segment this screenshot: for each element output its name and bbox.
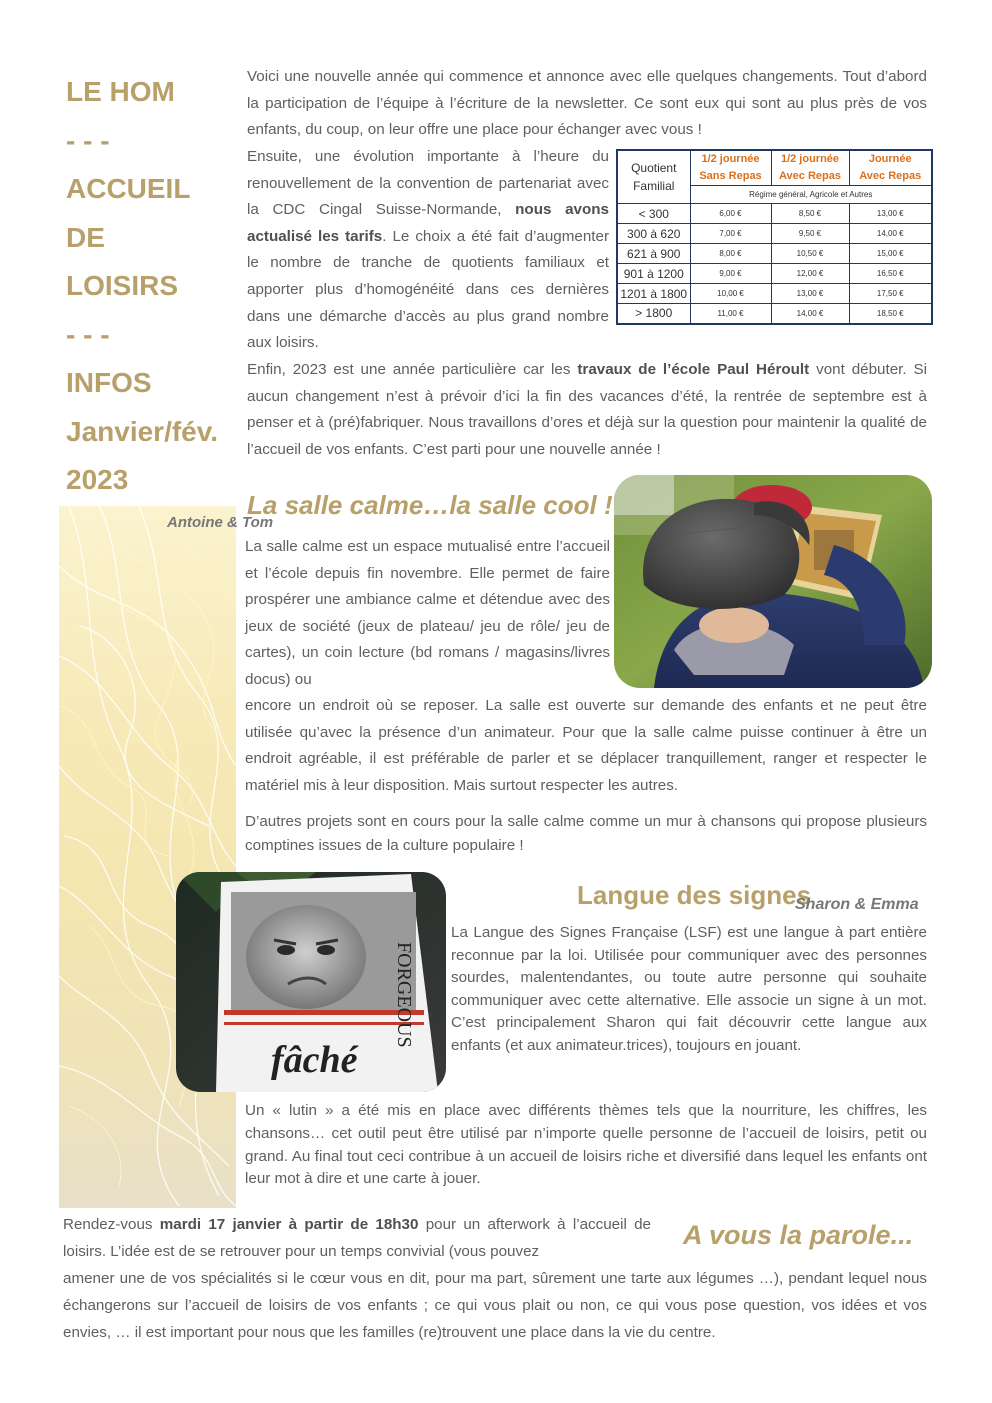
parole-bold-text: mardi 17 janvier à partir de 18h30 (159, 1216, 419, 1233)
photo-child-reading-drawing (614, 475, 932, 688)
header-line: Avec Repas (859, 170, 922, 182)
parole-paragraph-1 (63, 1211, 651, 1265)
price-cell: 14,00 € (849, 224, 932, 244)
price-cell: 11,00 € (690, 304, 771, 324)
header-half-day-no-meal (690, 150, 771, 186)
photo-emotion-card (176, 872, 446, 1092)
header-half-day-meal (771, 150, 849, 186)
quotient-cell: < 300 (617, 204, 690, 224)
price-cell: 9,00 € (690, 264, 771, 284)
salle-calme-paragraph-1: La salle calme est un espace mutualisé entre l’accueil et l’école depuis fin novembre. Elle permet de faire prospérer une ambiance calme et détendue avec des jeux de société (jeux de plateau/ jeu de rôle/ jeu de cartes), un coin lecture (bd romans / magasins/livres docus) ou (245, 538, 610, 688)
author-salle-calme: Antoine & Tom (167, 514, 274, 531)
quotient-cell: 1201 à 1800 (617, 284, 690, 304)
header-line: Journée (868, 153, 912, 165)
price-cell: 13,00 € (849, 204, 932, 224)
salle-calme-paragraph-3: D’autres projets sont en cours pour la salle calme comme un mur à chansons qui propose plusieurs comptines issues de la culture populaire ! (245, 813, 927, 854)
card-side-text: FORGEOUS (393, 942, 415, 1048)
quotient-cell: 901 à 1200 (617, 264, 690, 284)
parole-paragraph-2: amener une de vos spécialités si le cœur vous en dit, pour ma part, sûrement une tarte aux légumes …), pendant lequel nous échangerons sur l’accueil de loisirs de vos enfants ; ce qui vous plait ou non, ce qui vous pose question, vos idées et vos envies, … il est important pour nous que les familles (re)trouvent une place dans la vie du centre. (63, 1270, 927, 1341)
table-row (617, 204, 932, 224)
sidebar-line: LOISIRS (66, 270, 179, 301)
sidebar-line: LE HOM (66, 76, 175, 107)
price-cell: 17,50 € (849, 284, 932, 304)
header-line: 1/2 journée (701, 153, 760, 165)
price-cell: 10,50 € (771, 244, 849, 264)
intro-text: . Le choix a été fait d’augmenter le nombre de tranche de quotients familiaux et apporter plus d’homogénéité dans ces dernières dans une démarche d’accès au plus grand nombre aux loisirs. (247, 227, 609, 352)
section-title-parole: A vous la parole... (683, 1220, 914, 1250)
price-cell: 8,00 € (690, 244, 771, 264)
sidebar-line: - - - (66, 124, 110, 156)
sidebar-line: - - - (66, 318, 110, 350)
sidebar-line: DE (66, 221, 105, 253)
price-cell: 12,00 € (771, 264, 849, 284)
intro-paragraph-3 (247, 357, 927, 463)
intro-paragraph-2 (247, 144, 609, 357)
section-title-salle-calme: La salle calme…la salle cool ! (247, 490, 613, 520)
langue-signes-paragraph-1: La Langue des Signes Française (LSF) est une langue à part entière reconnue par la loi. Utilisée pour communiquer avec des personnes sourdes, malentendantes, ou toute autre personne qui souhaite communiquer avec cette alternative. Elle associe un signe à un mot. C’est principalement Sharon qui fait découvrir cette langue aux enfants (et aux animateur.trices), toujours en jouant. (451, 924, 927, 1054)
header-line: Avec Repas (779, 170, 841, 182)
light-trails-drawing (59, 506, 236, 1208)
table-header-row (617, 150, 932, 186)
price-cell: 7,00 € (690, 224, 771, 244)
sidebar-line: 2023 (66, 464, 129, 495)
price-cell: 10,00 € (690, 284, 771, 304)
header-quotient-line: Quotient (631, 161, 677, 175)
light-trails-image (59, 506, 236, 1208)
parole-text: pour un afterwork à l’accueil de loisirs. L’idée est de se retrouver pour un temps convivial (vous pouvez (63, 1216, 651, 1260)
intro-text: vont débuter. Si aucun changement n’est à prévoir d’ici la fin des vacances d’été, la rentrée de septembre est à penser et à (pré)fabriquer. Nous travaillons d’ores et déjà sur la question pour maintenir la qualité de l’accueil de vos enfants. C’est parti pour une nouvelle année ! (247, 361, 927, 458)
header-quotient (617, 150, 690, 204)
price-cell: 15,00 € (849, 244, 932, 264)
price-cell: 16,50 € (849, 264, 932, 284)
card-word: fâché (271, 1039, 358, 1081)
price-cell: 14,00 € (771, 304, 849, 324)
price-cell: 8,50 € (771, 204, 849, 224)
quotient-cell: > 1800 (617, 304, 690, 324)
sidebar-line: Janvier/fév. (66, 415, 219, 447)
table-row (617, 284, 932, 304)
header-quotient-line: Familial (633, 179, 675, 193)
table-row (617, 224, 932, 244)
table-row (617, 264, 932, 284)
table-row (617, 304, 932, 324)
photo-child-reading (614, 475, 932, 688)
intro-text: Ensuite, une évolution importante à l’heure du renouvellement de la convention de partenariat avec la CDC Cingal Suisse-Normande, (247, 148, 609, 219)
quotient-cell: 621 à 900 (617, 244, 690, 264)
tariff-table (616, 149, 933, 325)
header-line: 1/2 journée (780, 153, 840, 165)
intro-bold-text: travaux de l’école Paul Héroult (577, 361, 810, 378)
regime-label: Régime général, Agricole et Autres (690, 186, 932, 204)
salle-calme-paragraph-2: encore un endroit où se reposer. La salle est ouverte sur demande des enfants et ne peut être utilisée qu’avec la présence d’un animateur. Pour que la salle calme puisse continuer à être un endroit agréable, il est préférable de parler et se déplacer tranquillement, ranger et respecter le matériel mis à leur disposition. Mais surtout respecter les autres. (245, 697, 927, 794)
price-cell: 13,00 € (771, 284, 849, 304)
author-langue-signes: Sharon & Emma (795, 896, 919, 913)
price-cell: 9,50 € (771, 224, 849, 244)
parole-text: Rendez-vous (63, 1216, 153, 1233)
intro-bold-text: nous avons actualisé les tarifs (247, 201, 609, 245)
section-title-langue-signes: Langue des signes (577, 880, 812, 910)
price-cell: 18,50 € (849, 304, 932, 324)
header-full-day-meal (849, 150, 932, 186)
sidebar-line: INFOS (66, 367, 152, 398)
price-cell: 6,00 € (690, 204, 771, 224)
langue-signes-paragraph-2: Un « lutin » a été mis en place avec différents thèmes tels que la nourriture, les chiffres, les chansons… cet outil peut être utilisé par n’importe quelle personne de l’accueil de loisirs, petit ou grand. Au final tout ceci contribue à un accueil de loisirs riche et diversifié dans lequel les enfants ont leur mot à dire et une carte à jouer. (245, 1102, 927, 1188)
sidebar-line: ACCUEIL (66, 173, 191, 204)
intro-paragraph-1: Voici une nouvelle année qui commence et annonce avec elle quelques changements. Tout d’abord la participation de l’équipe à l’écriture de la newsletter. Ce sont eux qui sont au plus près de vos enfants, du coup, on leur offre une place pour échanger avec vous ! (247, 68, 927, 139)
quotient-cell: 300 à 620 (617, 224, 690, 244)
table-row (617, 244, 932, 264)
photo-emotion-card-drawing (176, 872, 446, 1092)
header-line: Sans Repas (699, 170, 762, 182)
intro-text: Enfin, 2023 est une année particulière car les (247, 361, 571, 378)
sidebar-title (66, 68, 241, 505)
